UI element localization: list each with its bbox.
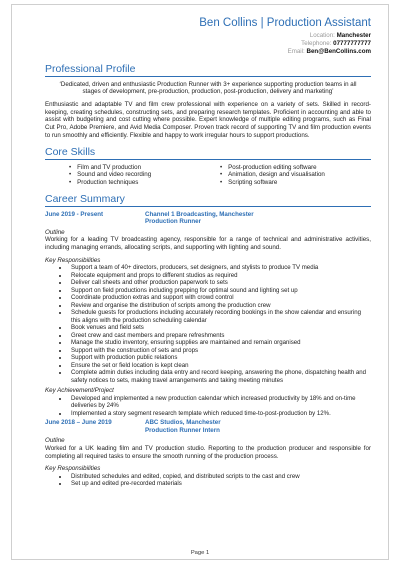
skill-item: • Sound and video recording bbox=[69, 171, 220, 179]
skill-item: • Post-production editing software bbox=[220, 164, 371, 172]
list-item: • Support a team of 40+ directors, producers, set designers, and stylists to produce TV media bbox=[69, 264, 371, 272]
job-header bbox=[45, 211, 371, 226]
job-role: Production Runner Intern bbox=[145, 426, 220, 434]
email-label: Email: bbox=[287, 48, 305, 56]
page-number: Page 1 bbox=[190, 550, 210, 556]
job-entry bbox=[45, 419, 371, 487]
responsibilities-label: Key Responsibilities bbox=[45, 465, 101, 473]
job-outline: Working for a leading TV broadcasting agency, responsible for a range of technical and administrative activities, including managing errands, allocating scripts, and supporting with lighting and sound. bbox=[45, 236, 371, 252]
job-outline: Worked for a UK leading film and TV production studio. Reporting to the production producer and responsible for completing all required tasks to ensure the smooth running of the production process. bbox=[45, 444, 371, 460]
list-item: • Support with production public relations bbox=[69, 354, 371, 362]
career-heading: Career Summary bbox=[45, 193, 371, 207]
contact-details bbox=[45, 32, 371, 57]
list-item: • Review and organise the distribution of scripts among the production crew bbox=[69, 302, 371, 310]
list-item: • Deliver call sheets and other production paperwork to sets bbox=[69, 279, 371, 287]
responsibilities-list bbox=[45, 264, 371, 384]
profile-text: Enthusiastic and adaptable TV and film crew professional with experience on a variety of sets. Skilled in record-keeping, creating schedules, constructing sets, and preparing research templates. Proficient in accounting and able to assist with budgeting and cost cutting where possible. Expert knowledge of multiple editing programs, such as Final Cut Pro, Adobe Premiere, and Avid Media Composer. Proven track record of supporting TV and film production events to run smoothly and efficiently. Flexible and happy to work irregular hours to support productions. bbox=[45, 101, 371, 139]
list-item: • Support on field productions including prepping for optimal sound and lighting set up bbox=[69, 287, 371, 295]
location-label: Location: bbox=[309, 32, 335, 39]
email-link[interactable]: Ben@BenCollins.com bbox=[306, 48, 371, 56]
responsibilities-list bbox=[45, 473, 371, 488]
job-role: Production Runner bbox=[145, 218, 202, 226]
profile-heading: Professional Profile bbox=[45, 63, 371, 77]
job-company: Channel 1 Broadcasting, Manchester bbox=[145, 210, 254, 218]
list-item: • Manage the studio inventory, ensuring supplies are maintained and remain organised bbox=[69, 339, 371, 347]
profile-quote: ‘Dedicated, driven and enthusiastic Production Runner with 3+ experience supporting production teams in all stages of development, pre-production, production, post-production, delivery and marketing’ bbox=[59, 80, 357, 96]
list-item: • Schedule guests for productions including accurately recording bookings in the show calendar and ensuring this aligns with the production scheduling calendar bbox=[69, 309, 371, 324]
skill-item: • Production techniques bbox=[69, 179, 220, 187]
job-dates: June 2018 – June 2019 bbox=[45, 419, 112, 427]
candidate-name: Ben Collins | Production Assistant bbox=[199, 17, 371, 29]
telephone-label: Telephone: bbox=[301, 40, 332, 48]
list-item: • Implemented a story segment research template which reduced time-to-post-production by 12%. bbox=[69, 410, 371, 418]
skills-list bbox=[45, 164, 371, 187]
responsibilities-label: Key Responsibilities bbox=[45, 256, 101, 264]
outline-label: Outline bbox=[45, 228, 65, 236]
list-item: • Relocate equipment and props to different studios as required bbox=[69, 272, 371, 280]
achievements-label: Key Achievement/Project bbox=[45, 387, 114, 395]
cv-page bbox=[11, 4, 389, 560]
list-item: • Distributed schedules and edited, copied, and distributed scripts to the cast and crew bbox=[69, 473, 371, 481]
job-company: ABC Studios, Manchester bbox=[145, 419, 221, 427]
list-item: • Book venues and field sets bbox=[69, 324, 371, 332]
skill-item: • Animation, design and visualisation bbox=[220, 171, 371, 179]
job-dates: June 2019 - Present bbox=[45, 210, 104, 218]
achievements-list bbox=[45, 395, 371, 418]
cv-header bbox=[45, 17, 371, 57]
list-item: • Complete admin duties including data entry and record keeping, answering the phone, dispatching health and safety notices to sets, making travel arrangements and taking meeting minutes bbox=[69, 369, 371, 384]
list-item: • Set up and edited pre-recorded materials bbox=[69, 480, 371, 488]
job-entry bbox=[45, 211, 371, 417]
list-item: • Support with the construction of sets and props bbox=[69, 347, 371, 355]
skills-heading: Core Skills bbox=[45, 146, 371, 160]
telephone-value: 07777777777 bbox=[333, 40, 371, 48]
list-item: • Greet crew and cast members and prepare refreshments bbox=[69, 332, 371, 340]
list-item: • Coordinate production extras and support with crowd control bbox=[69, 294, 371, 302]
skill-item: • Scripting software bbox=[220, 179, 371, 187]
outline-label: Outline bbox=[45, 437, 65, 445]
skill-item: • Film and TV production bbox=[69, 164, 220, 172]
location-value: Manchester bbox=[336, 32, 371, 39]
list-item: • Ensure the set or field location is kept clean bbox=[69, 362, 371, 370]
job-header bbox=[45, 419, 371, 434]
list-item: • Developed and implemented a new production calendar which increased productivity by 18% and on-time deliveries by 24% bbox=[69, 395, 371, 410]
